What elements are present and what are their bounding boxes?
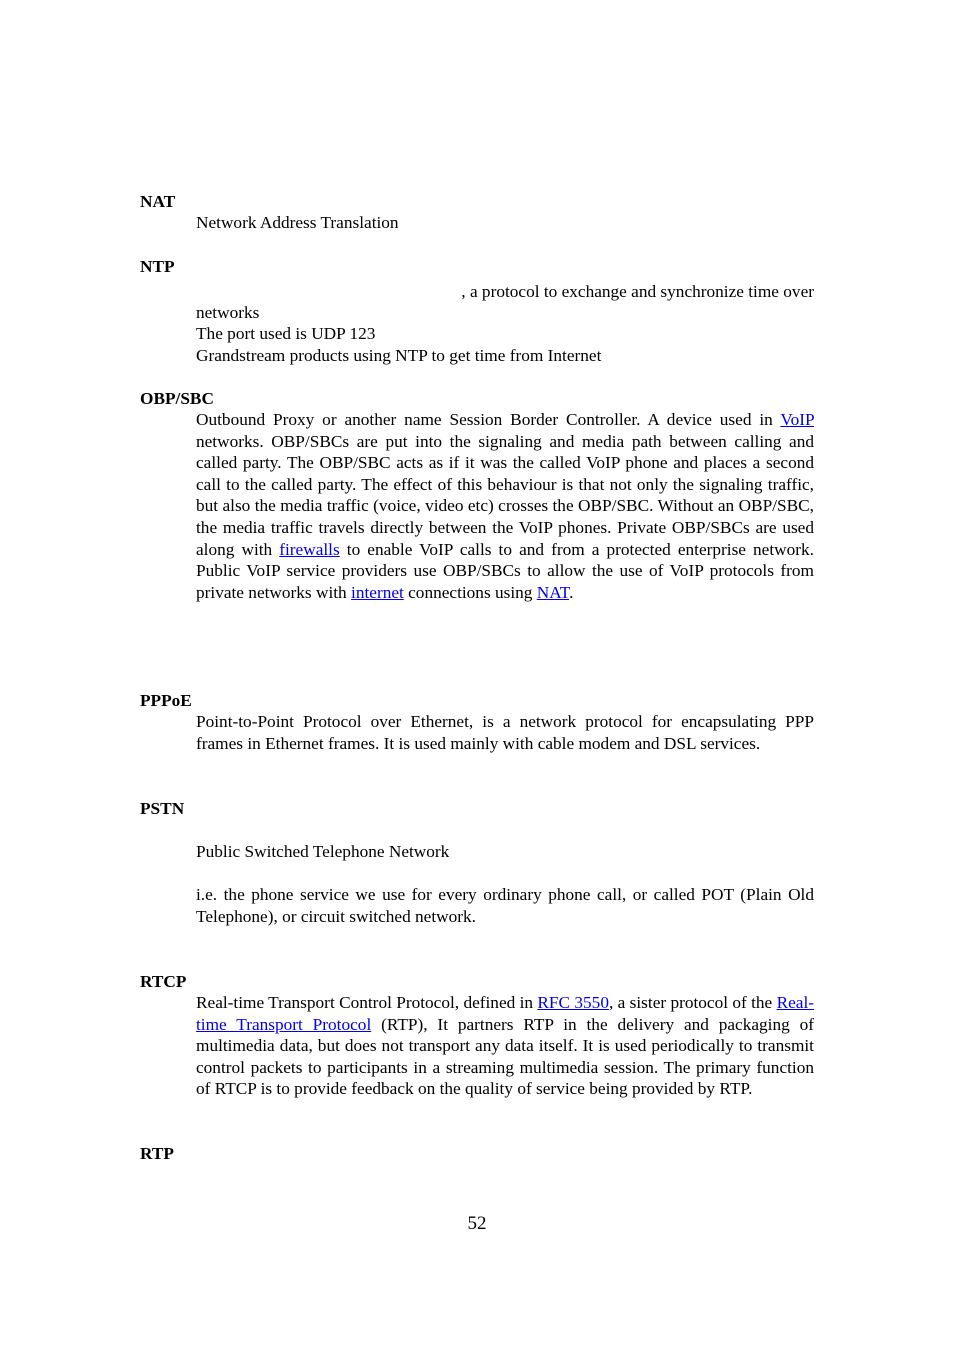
term-rtp: RTP [140,1144,174,1163]
link-real-time-transport-protocol[interactable]: Real-time Transport Protocol [196,993,815,1034]
page-number: 52 [467,1213,487,1234]
definition-rtcp [196,992,814,1100]
rtcp-text-1: Real-time Transport Control Protocol, defined in [196,993,538,1012]
definition-pstn-2: i.e. the phone service we use for every ordinary phone call, or called POT (Plain Old Telephone), or circuit switched network. [196,885,814,926]
term-ntp: NTP [140,257,175,276]
definition-pppoe: Point-to-Point Protocol over Ethernet, is a network protocol for encapsulating PPP frames in Ethernet frames. It is used mainly with cable modem and DSL services. [196,712,814,753]
obp-text-4: connections using [403,582,537,602]
definition-ntp-line4: Grandstream products using NTP to get time from Internet [196,346,602,365]
obp-text-5: . [569,582,574,602]
link-firewalls[interactable]: firewalls [279,539,340,559]
definition-ntp-line2: networks [196,303,260,322]
definition-pstn-1: Public Switched Telephone Network [196,842,450,861]
term-rtcp: RTCP [140,972,187,991]
definition-ntp-line1: , a protocol to exchange and synchronize time over [461,282,814,301]
link-voip[interactable]: VoIP [780,410,814,429]
term-pstn: PSTN [140,799,185,818]
link-internet[interactable]: internet [351,582,404,602]
obp-text-2: networks. OBP/SBCs are put into the signaling and media path between calling and called party. The OBP/SBC acts as if it was the called VoIP phone and places a second call to the called party. The effect of this behaviour is that not only the signaling traffic, but also the media traffic (voice, video etc) crosses the OBP/SBC. Without an OBP/SBC, the media traffic travels directly between the VoIP phones. Private OBP/SBCs are used along with [196,431,814,559]
term-obp-sbc: OBP/SBC [140,389,214,408]
term-pppoe: PPPoE [140,691,192,710]
definition-nat: Network Address Translation [196,213,399,232]
rtcp-text-3: (RTP), It partners RTP in the delivery and packaging of multimedia data, but does not transport any data itself. It is used periodically to transmit control packets to participants in a streaming multimedia session. The primary function of RTCP is to provide feedback on the quality of service being provided by RTP. [196,1014,815,1099]
definition-obp-sbc [196,409,814,603]
obp-text-3: to enable VoIP calls to and from a protected enterprise network. Public VoIP service providers use OBP/SBCs to allow the use of VoIP protocols from private networks with [196,539,814,602]
link-rfc-3550[interactable]: RFC 3550 [537,993,609,1012]
definition-ntp-line3: The port used is UDP 123 [196,324,376,343]
rtcp-text-2: , a sister protocol of the [608,993,777,1012]
obp-text-1: Outbound Proxy or another name Session Border Controller. A device used in [196,410,781,429]
link-nat[interactable]: NAT [536,582,570,602]
term-nat: NAT [140,192,176,211]
